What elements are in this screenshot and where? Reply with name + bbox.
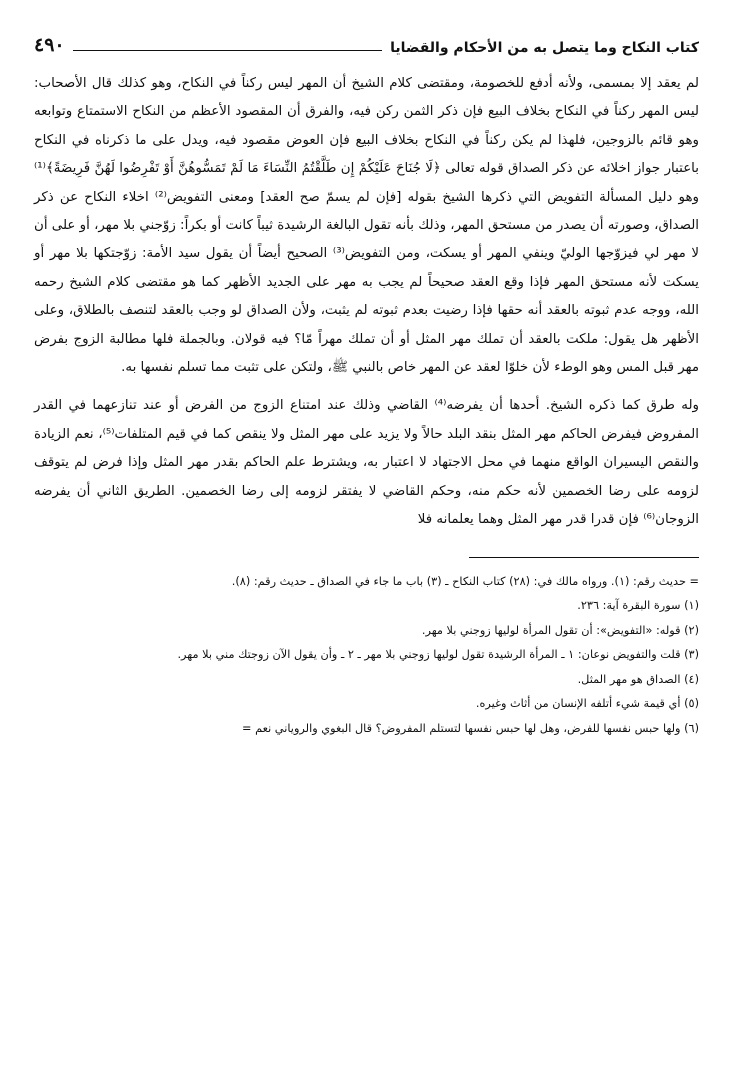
- paragraph-2: وله طرق كما ذكره الشيخ. أحدها أن يفرضه⁽⁴⁾ القاضي وذلك عند امتناع الزوج من الفرض أو عند تنازعهما في القدر المفروض فيفرض الحاكم مهر المثل بنقد البلد حالاً ولا يزيد على مهر المثل ولا ينقص كما في قيم المتلفات⁽⁵⁾، نعم الزيادة والنقص اليسيران الواقع منهما في محل الاجتهاد لا اعتبار به، ويشترط علم الحاكم بقدر مهر المثل وإذا فرض لم يتوقف لزومه على رضا الخصمين لأنه حكم منه، وحكم القاضي لا يفتقر لزومه إلى رضا الخصمين. الطريق الثاني أن يفرضه الزوجان⁽⁶⁾ فإن قدرا قدر مهر المثل وهما يعلمانه فلا: [34, 398, 699, 528]
- footnote-continuation: = حديث رقم: (١). ورواه مالك في: (٢٨) كتاب النكاح ـ (٣) باب ما جاء في الصداق ـ حديث رقم: (٨).: [231, 574, 699, 588]
- running-title: كتاب النكاح وما يتصل به من الأحكام والقضايا: [390, 40, 699, 56]
- footnotes: [34, 570, 699, 742]
- paragraph-1: لم يعقد إلا بمسمى، ولأنه أدفع للخصومة، ومقتضى كلام الشيخ أن المهر ليس ركناً في النكاح، وهو كذلك قال الأصحاب: ليس المهر ركناً في النكاح بخلاف البيع فإن ذكر الثمن ركن فيه، والفرق أن المقصود الأعظم من النكاح الاستمتاع وتوابعه وهو قائم بالزوجين، فلهذا لم يكن ركناً في النكاح بخلاف البيع فإن العوض مقصود فيه، ويدل على ما ذكرناه في النكاح باعتبار جواز اخلائه عن ذكر الصداق قوله تعالى ﴿لَا جُنَاحَ عَلَيْكُمْ إِن طَلَّقْتُمُ النِّسَاءَ مَا لَمْ تَمَسُّوهُنَّ أَوْ تَفْرِضُوا لَهُنَّ فَرِيضَةً﴾⁽¹⁾ وهو دليل المسألة التفويض التي ذكرها الشيخ بقوله [فإن لم يسمّ صح العقد] ومعنى التفويض⁽²⁾ اخلاء النكاح عن ذكر الصداق، وصورته أن يصدر من مستحق المهر، وذلك بأنه تقول البالغة الرشيدة ثيباً كانت أو بكراً: زوّجني بلا مهر، أو على أن لا مهر لي فيزوّجها الوليّ وينفي المهر أو يسكت، ومن التفويض⁽³⁾ الصحيح أيضاً أن يقول سيد الأمة: زوّجتكها بلا مهر أو يسكت لأنه مستحق المهر فإذا وقع العقد صحيحاً لم يجب به مهر على الجديد الأظهر كما هو مقتضى كلام الشيخ رحمه الله، ووجه عدم ثبوته بالعقد أنه حقها فإذا رضيت بعدم ثبوته لم يثبت، ولأن الصداق لو وجب بالعقد لتنصف بالطلاق، وعلى الأظهر هل يقول: ملكت بالعقد أن تملك مهر المثل أو أن تملك مهراً مّا؟ فيه قولان. وبالجملة فلها مطالبة الزوج بفرض مهر قبل المس وهو الوطء لأن خلوّا لعقد عن المهر خاص بالنبي ﷺ، ولتكن على تثبت مما تسلم نفسها به.: [34, 76, 700, 376]
- footnote-2: (٢) قوله: «التفويض»: أن تقول المرأة لوليها زوجني بلا مهر.: [421, 623, 699, 637]
- footnote-separator: [469, 557, 699, 558]
- footnote-6: (٦) ولها حبس نفسها للفرض، وهل لها حبس نفسها لتستلم المفروض؟ قال البغوي والروياني نعم =: [242, 722, 699, 736]
- footnote-3: (٣) قلت والتفويض نوعان: ١ ـ المرأة الرشيدة تقول لوليها زوجني بلا مهر ـ ٢ ـ وأن يقول الآن زوجتك مني بلا مهر.: [177, 648, 699, 662]
- footnote-1: (١) سورة البقرة آية: ٢٣٦.: [577, 599, 699, 613]
- header-rule: [73, 50, 383, 51]
- main-text: [34, 70, 699, 535]
- page-header: [34, 30, 699, 56]
- page-number: ٤٩٠: [34, 34, 65, 56]
- footnote-5: (٥) أي قيمة شيء أتلفه الإنسان من أثاث وغيره.: [475, 697, 699, 711]
- footnote-4: (٤) الصداق هو مهر المثل.: [577, 672, 699, 686]
